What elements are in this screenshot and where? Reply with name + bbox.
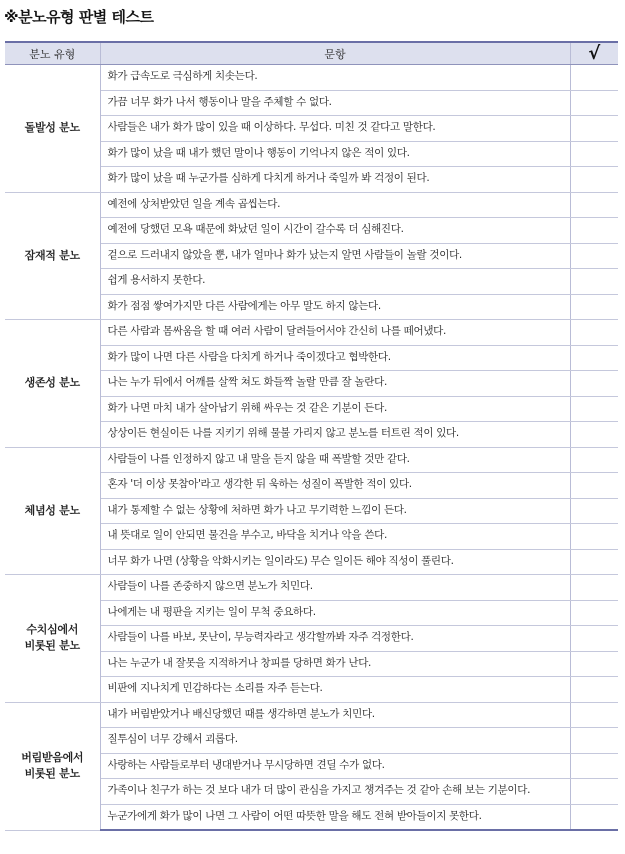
check-cell[interactable]: [570, 473, 618, 499]
check-cell[interactable]: [570, 65, 618, 91]
check-cell[interactable]: [570, 141, 618, 167]
check-mark-icon: √: [588, 43, 601, 64]
question-text: 가족이나 친구가 하는 것 보다 내가 더 많이 관심을 가지고 챙겨주는 것 같아 손해 보는 기분이다.: [100, 779, 570, 805]
header-item: 문항: [100, 42, 570, 65]
question-text: 나에게는 내 평판을 지키는 일이 무척 중요하다.: [100, 600, 570, 626]
check-cell[interactable]: [570, 167, 618, 193]
check-cell[interactable]: [570, 728, 618, 754]
check-cell[interactable]: [570, 90, 618, 116]
check-cell[interactable]: [570, 269, 618, 295]
check-cell[interactable]: [570, 396, 618, 422]
question-text: 사람들이 나를 존중하지 않으면 분노가 치민다.: [100, 575, 570, 601]
table-row: [5, 702, 618, 728]
question-text: 상상이든 현실이든 나를 지키기 위해 물불 가리지 않고 분노를 터트린 적이 있다.: [100, 422, 570, 448]
question-text: 사랑하는 사람들로부터 냉대받거나 무시당하면 견딜 수가 없다.: [100, 753, 570, 779]
question-text: 사람들이 나를 인정하지 않고 내 말을 듣지 않을 때 폭발할 것만 같다.: [100, 447, 570, 473]
table-row: [5, 447, 618, 473]
question-text: 예전에 당했던 모욕 때문에 화났던 일이 시간이 갈수록 더 심해진다.: [100, 218, 570, 244]
anger-type-label: 버림받음에서: [21, 751, 84, 765]
question-text: 나는 누가 뒤에서 어깨를 살짝 쳐도 화들짝 놀랄 만큼 잘 놀란다.: [100, 371, 570, 397]
anger-type-test-table: [5, 41, 618, 831]
check-cell[interactable]: [570, 116, 618, 142]
check-cell[interactable]: [570, 779, 618, 805]
check-cell[interactable]: [570, 422, 618, 448]
question-text: 질투심이 너무 강해서 괴롭다.: [100, 728, 570, 754]
check-cell[interactable]: [570, 804, 618, 830]
question-text: 쉽게 용서하지 못한다.: [100, 269, 570, 295]
check-cell[interactable]: [570, 192, 618, 218]
check-cell[interactable]: [570, 320, 618, 346]
question-text: 나는 누군가 내 잘못을 지적하거나 창피를 당하면 화가 난다.: [100, 651, 570, 677]
table-row: [5, 192, 618, 218]
table-row: [5, 320, 618, 346]
anger-type-label: 생존성 분노: [24, 376, 80, 390]
header-check: [570, 42, 618, 65]
question-text: 다른 사람과 몸싸움을 할 때 여러 사람이 달려들어서야 간신히 나를 떼어냈다.: [100, 320, 570, 346]
check-cell[interactable]: [570, 243, 618, 269]
question-text: 사람들은 내가 화가 많이 있을 때 이상하다. 무섭다. 미친 것 같다고 말한다.: [100, 116, 570, 142]
question-text: 내가 버림받았거나 배신당했던 때를 생각하면 분노가 치민다.: [100, 702, 570, 728]
check-cell[interactable]: [570, 294, 618, 320]
check-cell[interactable]: [570, 702, 618, 728]
check-cell[interactable]: [570, 549, 618, 575]
check-cell[interactable]: [570, 218, 618, 244]
question-text: 내가 통제할 수 없는 상황에 처하면 화가 나고 무기력한 느낌이 든다.: [100, 498, 570, 524]
anger-type-label: 비롯된 분노: [24, 639, 80, 653]
check-cell[interactable]: [570, 677, 618, 703]
table-row: [5, 65, 618, 91]
anger-type-label: 비롯된 분노: [24, 767, 80, 780]
question-text: 내 뜻대로 일이 안되면 물건을 부수고, 바닥을 치거나 악을 쓴다.: [100, 524, 570, 550]
table-header-row: [5, 42, 618, 65]
anger-type-cell: [5, 702, 100, 830]
question-text: 화가 급속도로 극심하게 치솟는다.: [100, 65, 570, 91]
anger-type-cell: [5, 192, 100, 320]
page-title: ※분노유형 판별 테스트: [4, 8, 154, 26]
check-cell[interactable]: [570, 498, 618, 524]
check-cell[interactable]: [570, 600, 618, 626]
anger-type-label: 수치심에서: [26, 623, 79, 637]
check-cell[interactable]: [570, 371, 618, 397]
question-text: 화가 점점 쌓여가지만 다른 사람에게는 아무 말도 하지 않는다.: [100, 294, 570, 320]
question-text: 가끔 너무 화가 나서 행동이나 말을 주체할 수 없다.: [100, 90, 570, 116]
check-cell[interactable]: [570, 575, 618, 601]
question-text: 화가 많이 났을 때 누군가를 심하게 다치게 하거나 죽일까 봐 걱정이 된다.: [100, 167, 570, 193]
check-cell[interactable]: [570, 345, 618, 371]
question-text: 화가 많이 났을 때 내가 했던 말이나 행동이 기억나지 않은 적이 있다.: [100, 141, 570, 167]
check-cell[interactable]: [570, 447, 618, 473]
question-text: 누군가에게 화가 많이 나면 그 사람이 어떤 따뜻한 말을 해도 전혀 받아들이지 못한다.: [100, 804, 570, 830]
question-text: 겉으로 드러내지 않았을 뿐, 내가 얼마나 화가 났는지 알면 사람들이 놀랄 것이다.: [100, 243, 570, 269]
question-text: 너무 화가 나면 (상황을 악화시키는 일이라도) 무슨 일이든 해야 직성이 풀린다.: [100, 549, 570, 575]
anger-type-label: 돌발성 분노: [24, 121, 80, 135]
check-cell[interactable]: [570, 651, 618, 677]
check-cell[interactable]: [570, 626, 618, 652]
anger-type-label: 잠재적 분노: [24, 248, 80, 262]
question-text: 혼자 '더 이상 못참아'라고 생각한 뒤 욱하는 성질이 폭발한 적이 있다.: [100, 473, 570, 499]
check-cell[interactable]: [570, 753, 618, 779]
check-cell[interactable]: [570, 524, 618, 550]
table-row: [5, 575, 618, 601]
anger-type-cell: [5, 447, 100, 575]
anger-type-cell: [5, 320, 100, 448]
question-text: 화가 나면 마치 내가 살아남기 위해 싸우는 것 같은 기분이 든다.: [100, 396, 570, 422]
anger-type-cell: [5, 575, 100, 703]
table-body: [5, 65, 618, 831]
question-text: 사람들이 나를 바보, 못난이, 무능력자라고 생각할까봐 자주 걱정한다.: [100, 626, 570, 652]
question-text: 비판에 지나치게 민감하다는 소리를 자주 듣는다.: [100, 677, 570, 703]
anger-type-cell: [5, 65, 100, 193]
anger-type-label: 체념성 분노: [24, 503, 80, 517]
header-anger-type: 분노 유형: [5, 42, 100, 65]
question-text: 화가 많이 나면 다른 사람을 다치게 하거나 죽이겠다고 협박한다.: [100, 345, 570, 371]
question-text: 예전에 상처받았던 일을 계속 곱씹는다.: [100, 192, 570, 218]
